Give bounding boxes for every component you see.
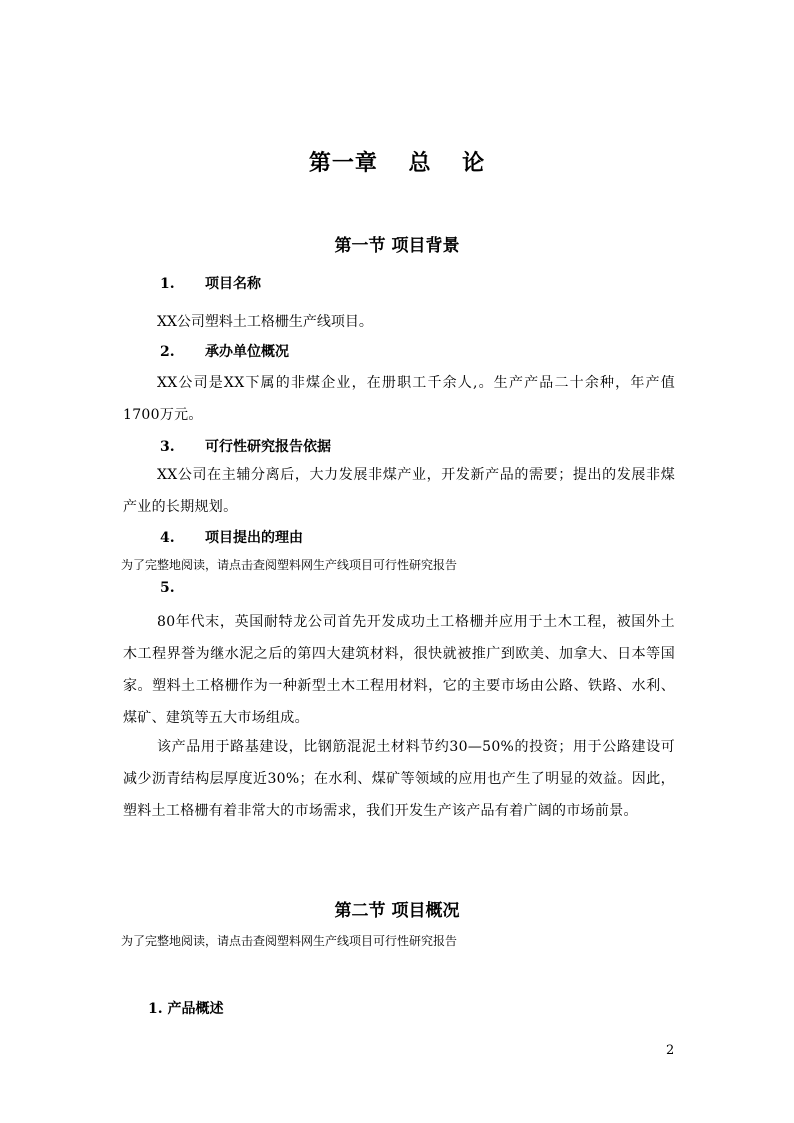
item-heading-label: 承办单位概况 bbox=[205, 344, 289, 360]
item-heading-label: 可行性研究报告依据 bbox=[205, 439, 331, 455]
item-heading-2 bbox=[160, 341, 289, 361]
item-heading-4 bbox=[160, 527, 303, 547]
section-title: 第一节 项目背景 bbox=[334, 236, 460, 256]
read-full-report-link[interactable]: 为了完整地阅读，请点击查阅塑料网生产线项目可行性研究报告 bbox=[121, 558, 458, 572]
item-number: 2. bbox=[160, 344, 175, 360]
reason-paragraph-2: 该产品用于路基建设，比钢筋混泥土材料节约30—50%的投资；用于公路建设可减少沥青结构层厚度近30%；在水利、煤矿等领域的应用也产生了明显的效益。因此，塑料土工格栅有着非常大的市场需求，我们开发生产该产品有着广阔的市场前景。 bbox=[123, 739, 675, 819]
item-heading-5 bbox=[160, 580, 205, 596]
chapter-title: 第一章 总 论 bbox=[308, 150, 486, 176]
section-title: 第二节 项目概况 bbox=[334, 901, 460, 921]
page-number: 2 bbox=[666, 1043, 675, 1058]
project-name-text: XX公司塑料土工格栅生产线项目。 bbox=[157, 314, 373, 330]
item-number: 1. bbox=[160, 276, 175, 292]
item-number: 3. bbox=[160, 439, 175, 455]
item-number: 5. bbox=[160, 580, 175, 596]
product-overview-heading: 1. 产品概述 bbox=[148, 1001, 224, 1017]
reason-paragraph-1: 80年代末，英国耐特龙公司首先开发成功土工格栅并应用于土木工程，被国外土木工程界誉为继水泥之后的第四大建筑材料，很快就被推广到欧美、加拿大、日本等国家。塑料土工格栅作为一种新型土木工程用材料，它的主要市场由公路、铁路、水利、煤矿、建筑等五大市场组成。 bbox=[123, 614, 675, 726]
organization-overview-paragraph: XX公司是XX下属的非煤企业，在册职工千余人,。生产产品二十余种，年产值1700万元。 bbox=[123, 375, 675, 423]
item-heading-1 bbox=[160, 273, 261, 293]
basis-paragraph: XX公司在主辅分离后，大力发展非煤产业，开发新产品的需要；提出的发展非煤产业的长期规划。 bbox=[123, 467, 675, 515]
item-number: 4. bbox=[160, 530, 175, 546]
item-heading-3 bbox=[160, 436, 331, 456]
item-heading-label: 项目提出的理由 bbox=[205, 530, 303, 546]
item-heading-label: 项目名称 bbox=[205, 276, 261, 292]
read-full-report-link[interactable]: 为了完整地阅读，请点击查阅塑料网生产线项目可行性研究报告 bbox=[121, 934, 458, 948]
